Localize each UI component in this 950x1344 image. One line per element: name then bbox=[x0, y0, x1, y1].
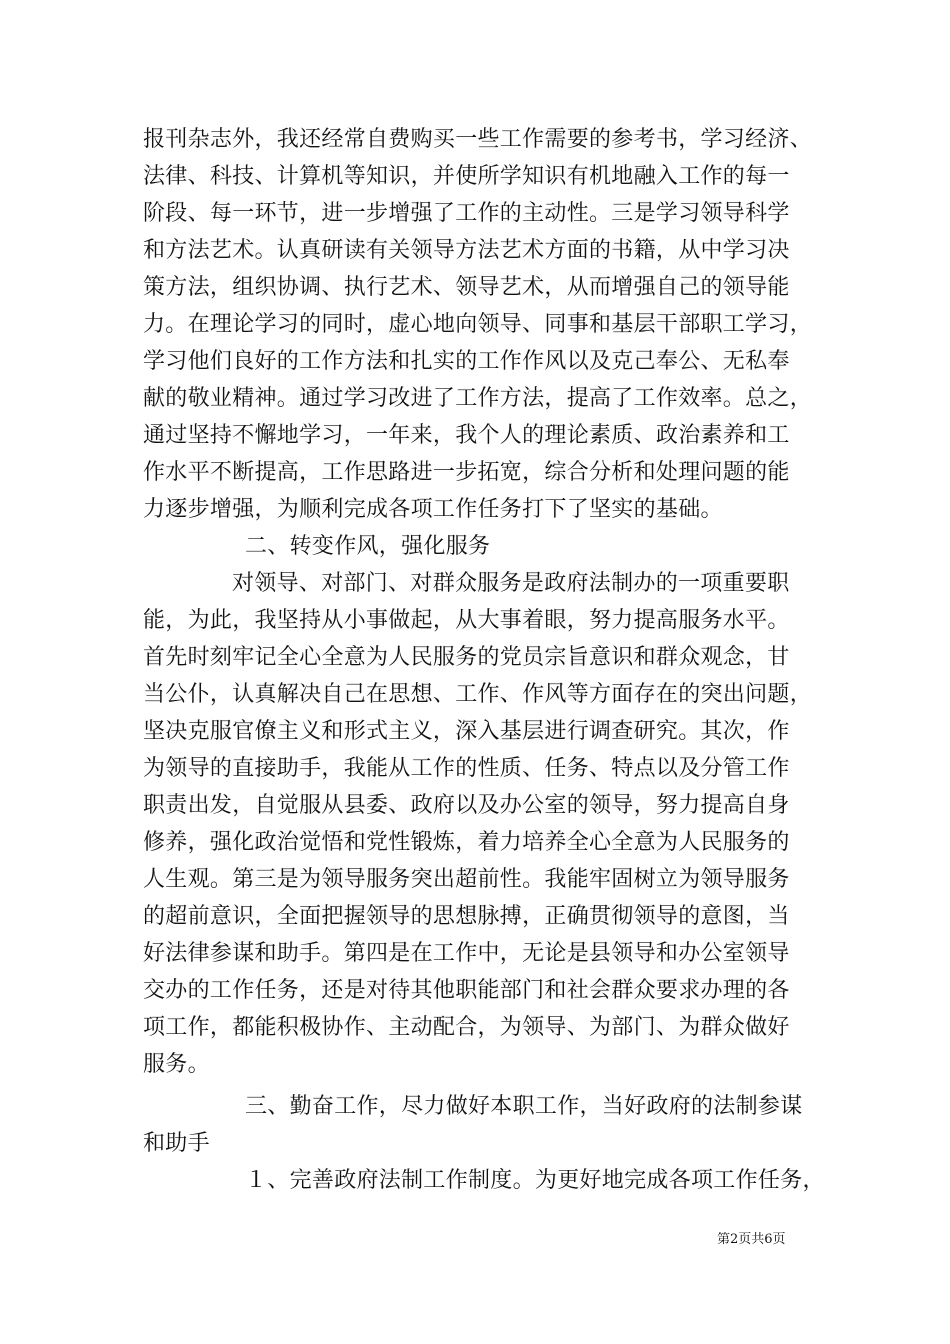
section-heading: 二、转变作风，强化服务 bbox=[245, 534, 491, 559]
body-text-line: 和方法艺术。认真研读有关领导方法艺术方面的书籍，从中学习决 bbox=[143, 238, 790, 263]
body-text-line: 为领导的直接助手，我能从工作的性质、任务、特点以及分管工作 bbox=[143, 756, 790, 781]
body-text-line: 修养，强化政治觉悟和党性锻炼，着力培养全心全意为人民服务的 bbox=[143, 830, 790, 855]
body-text-line: 对领导、对部门、对群众服务是政府法制办的一项重要职 bbox=[232, 571, 790, 596]
body-text-line: 报刊杂志外，我还经常自费购买一些工作需要的参考书，学习经济、 bbox=[143, 127, 813, 152]
body-text-line: 交办的工作任务，还是对待其他职能部门和社会群众要求办理的各 bbox=[143, 978, 790, 1003]
body-text-line: 策方法，组织协调、执行艺术、领导艺术，从而增强自己的领导能 bbox=[143, 275, 790, 300]
body-text-line: 通过坚持不懈地学习，一年来，我个人的理论素质、政治素养和工 bbox=[143, 423, 790, 448]
body-text-line: 人生观。第三是为领导服务突出超前性。我能牢固树立为领导服务 bbox=[143, 867, 790, 892]
section-heading: 三、勤奋工作，尽力做好本职工作，当好政府的法制参谋 bbox=[245, 1094, 803, 1119]
body-text-line: 坚决克服官僚主义和形式主义，深入基层进行调查研究。其次，作 bbox=[143, 719, 790, 744]
body-text-line: 职责出发，自觉服从县委、政府以及办公室的领导，努力提高自身 bbox=[143, 793, 790, 818]
body-text-line: 能，为此，我坚持从小事做起，从大事着眼，努力提高服务水平。 bbox=[143, 608, 790, 633]
body-text-line: 力逐步增强，为顺利完成各项工作任务打下了坚实的基础。 bbox=[143, 497, 723, 522]
body-text-line: 法律、科技、计算机等知识，并使所学知识有机地融入工作的每一 bbox=[143, 164, 790, 189]
body-text-line: 献的敬业精神。通过学习改进了工作方法，提高了工作效率。总之， bbox=[143, 386, 813, 411]
body-text-line: 当公仆，认真解决自己在思想、工作、作风等方面存在的突出问题， bbox=[143, 682, 813, 707]
body-text-line: 阶段、每一环节，进一步增强了工作的主动性。三是学习领导科学 bbox=[143, 201, 790, 226]
page-number-footer: 第2页共6页 bbox=[717, 1232, 786, 1247]
body-text-line: 项工作，都能积极协作、主动配合，为领导、为部门、为群众做好 bbox=[143, 1015, 790, 1040]
body-text-line: 学习他们良好的工作方法和扎实的工作作风以及克己奉公、无私奉 bbox=[143, 349, 790, 374]
body-text-line: 服务。 bbox=[143, 1052, 210, 1077]
body-text-line: 好法律参谋和助手。第四是在工作中，无论是县领导和办公室领导 bbox=[143, 941, 790, 966]
body-text-line: 力。在理论学习的同时，虚心地向领导、同事和基层干部职工学习， bbox=[143, 312, 813, 337]
body-text-line: 作水平不断提高，工作思路进一步拓宽，综合分析和处理问题的能 bbox=[143, 460, 790, 485]
body-text-line: 的超前意识，全面把握领导的思想脉搏，正确贯彻领导的意图，当 bbox=[143, 904, 790, 929]
body-text-line: 首先时刻牢记全心全意为人民服务的党员宗旨意识和群众观念，甘 bbox=[143, 645, 790, 670]
section-heading-continuation: 和助手 bbox=[143, 1131, 210, 1156]
body-text-line: １、完善政府法制工作制度。为更好地完成各项工作任务， bbox=[245, 1168, 825, 1193]
